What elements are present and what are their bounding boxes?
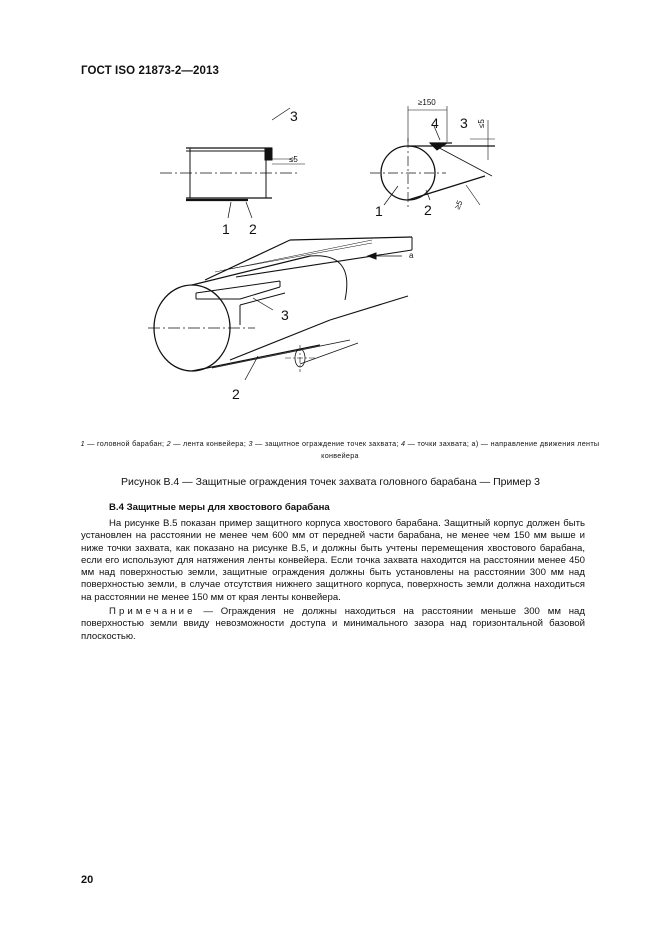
legend-num-4: 4 [401, 439, 406, 448]
figure-b4-drawing [0, 0, 661, 430]
direction-label-a: a [409, 251, 414, 260]
legend-text-5: a) — направление движения ленты конвейера [321, 439, 600, 460]
document-code: ГОСТ ISO 21873-2—2013 [81, 65, 219, 77]
note-label: Примечание [109, 606, 196, 617]
callout-1-right: 1 [375, 203, 383, 219]
section-note [81, 606, 585, 643]
legend-num-3: 3 [248, 439, 253, 448]
callout-2-iso: 2 [232, 386, 240, 402]
callout-4-right: 4 [431, 115, 439, 131]
callout-3-iso: 3 [281, 307, 289, 323]
page-number: 20 [81, 874, 94, 886]
dim-ge150: ≥150 [418, 98, 436, 107]
legend-text-2: — лента конвейера; [170, 439, 249, 448]
isometric-view [148, 237, 412, 380]
note-text: — Ограждения не должны находиться на расстоянии меньше 300 мм над поверхностью земли ввиду невозможности доступа и минимального зазора над горизонтальной базовой плоскостью. [81, 606, 585, 642]
figure-legend [70, 438, 610, 462]
legend-num-2: 2 [166, 439, 171, 448]
callout-1-left: 1 [222, 221, 230, 237]
legend-text-1: — головной барабан; [84, 439, 167, 448]
dim-5-angled: ≥5 [452, 199, 465, 211]
figure-title: Рисунок В.4 — Защитные ограждения точек захвата головного барабана — Пример 3 [120, 476, 540, 488]
dim-le5-left: ≤5 [289, 155, 298, 164]
legend-text-3: — защитное ограждение точек захвата; [252, 439, 401, 448]
callout-2-left: 2 [249, 221, 257, 237]
callout-3-right: 3 [460, 115, 468, 131]
dim-le5-right: ≤5 [477, 119, 486, 128]
section-paragraph: На рисунке В.5 показан пример защитного корпуса хвостового барабана. Защитный корпус должен быть установлен на расстоянии не менее чем 600 мм от передней части барабана, не менее чем 150 мм выше и ниже точки захвата, как показано на рисунке В.5, и должны быть учтены перемещения хвостового барабана, если его используют для натяжения ленты конвейера. Если точка захвата находится на расстоянии менее 450 мм над поверхностью земли, защитные ограждения должны быть установлены на расстоянии 300 мм над поверхностью земли, в случае отсутствия нижнего защитного корпуса, поверхность земли должна находиться на расстоянии не менее 150 мм от края ленты конвейера. [81, 518, 585, 603]
callout-3-left: 3 [290, 108, 298, 124]
callout-2-right: 2 [424, 202, 432, 218]
legend-num-1: 1 [80, 439, 85, 448]
legend-text-4: — точки захвата; [405, 439, 472, 448]
side-view-left [160, 108, 305, 218]
section-heading: В.4 Защитные меры для хвостового барабана [109, 502, 330, 513]
